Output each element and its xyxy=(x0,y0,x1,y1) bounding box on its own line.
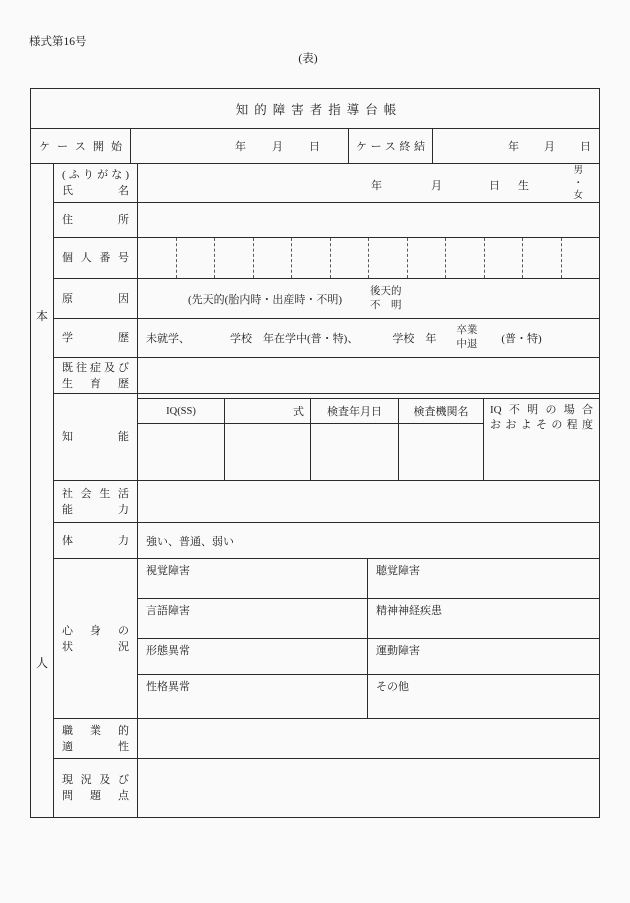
intelligence-label-cell xyxy=(54,394,138,480)
personal-number-digit-cell xyxy=(330,238,369,278)
condition-grid xyxy=(138,559,599,718)
test-date-input-cell xyxy=(311,424,399,480)
personal-number-digit-cell xyxy=(138,238,176,278)
gender-separator: ・ xyxy=(573,178,583,189)
row-physical-strength xyxy=(54,523,599,559)
social-life-label-line2: 能力 xyxy=(62,503,129,516)
visual-impairment-cell: 視覚障害 xyxy=(138,559,368,598)
personal-number-label-cell xyxy=(54,238,138,278)
personal-number-digit-cell xyxy=(368,238,407,278)
social-life-input-area xyxy=(138,481,599,522)
iq-unknown-line2: おおよその程度 xyxy=(490,419,593,431)
case-end-label: ケース終結 xyxy=(356,141,425,153)
personal-number-digit-cell xyxy=(176,238,215,278)
physical-strength-options: 強い、普通、弱い xyxy=(146,535,234,548)
education-enrolled-text: 学校 年在学中(普・特)、 xyxy=(230,333,359,345)
education-label: 学歴 xyxy=(62,332,129,344)
education-label-cell xyxy=(54,319,138,357)
row-address xyxy=(54,203,599,238)
vocational-aptitude-label-cell xyxy=(54,719,138,758)
row-mental-physical-condition xyxy=(54,559,599,719)
physical-strength-label-cell xyxy=(54,523,138,558)
medical-history-label-line1: 既往症及び xyxy=(62,361,129,374)
education-school-year-text: 学校 年 xyxy=(392,333,437,345)
person-label-bottom: 人 xyxy=(35,656,48,670)
face-side-label: (表) xyxy=(298,53,318,65)
cause-acquired-stack xyxy=(370,285,402,313)
personal-number-digit-cell xyxy=(484,238,523,278)
physical-strength-input-area xyxy=(138,523,599,558)
test-type-input-cell xyxy=(225,424,311,480)
personal-number-digit-cell xyxy=(214,238,253,278)
address-label: 住所 xyxy=(62,214,129,226)
cause-unknown-label: 不 明 xyxy=(370,299,402,311)
table-body xyxy=(31,164,599,817)
case-start-label: ケース開始 xyxy=(39,141,122,153)
person-label-top: 本 xyxy=(35,309,48,323)
current-status-label-line2: 問題点 xyxy=(62,790,129,802)
birth-month-label: 月 xyxy=(431,180,442,192)
condition-row-3 xyxy=(138,639,599,675)
personal-number-digit-cell xyxy=(561,238,600,278)
social-life-label-line1: 社会生活 xyxy=(62,487,129,500)
personal-number-digit-cell xyxy=(407,238,446,278)
address-input-area xyxy=(138,203,599,237)
personal-number-input-area xyxy=(138,238,599,278)
iq-header: IQ(SS) xyxy=(138,399,225,424)
case-end-day-label: 日 xyxy=(580,141,591,153)
iq-subtable xyxy=(138,398,599,480)
physical-strength-label: 体力 xyxy=(62,534,129,547)
row-intelligence xyxy=(54,394,599,481)
medical-history-label-cell xyxy=(54,358,138,393)
vocational-aptitude-label-line1: 職業的 xyxy=(62,724,129,737)
test-type-header: 式 xyxy=(225,399,311,424)
medical-history-label-line2: 生育歴 xyxy=(62,377,129,390)
personality-abnormality-cell: 性格異常 xyxy=(138,675,368,718)
test-agency-input-cell xyxy=(399,424,484,480)
guidance-register-table xyxy=(30,88,600,818)
intelligence-label: 知能 xyxy=(62,431,129,443)
cause-input-area xyxy=(138,279,599,318)
intelligence-content xyxy=(138,394,599,480)
cause-congenital-text: (先天的(胎内時・出産時・不明) xyxy=(188,293,342,306)
condition-label-cell xyxy=(54,559,138,718)
current-status-input-area xyxy=(138,759,599,817)
row-name xyxy=(54,164,599,203)
condition-label-line2: 状況 xyxy=(62,640,129,653)
current-status-label-cell xyxy=(54,759,138,817)
case-start-day-label: 日 xyxy=(309,141,320,153)
iq-unknown-header xyxy=(484,399,599,480)
condition-label-line1: 心身の xyxy=(62,624,129,637)
iq-unknown-line1: IQ不明の場合 xyxy=(490,404,593,416)
test-agency-header: 検査機関名 xyxy=(399,399,484,424)
iq-input-cell xyxy=(138,424,225,480)
vocational-aptitude-label-line2: 適性 xyxy=(62,740,129,753)
medical-history-input-area xyxy=(138,358,599,393)
education-dropout-label: 中退 xyxy=(456,339,478,350)
name-label-cell xyxy=(54,164,138,202)
row-medical-history xyxy=(54,358,599,394)
cause-label-cell xyxy=(54,279,138,318)
row-current-status xyxy=(54,759,599,817)
furigana-label: (ふりがな) xyxy=(62,169,129,181)
personal-number-digit-cell xyxy=(253,238,292,278)
education-preschool-text: 未就学、 xyxy=(146,333,190,345)
hearing-impairment-cell: 聴覚障害 xyxy=(376,565,420,577)
case-start-label-cell xyxy=(31,129,131,163)
education-type-text: (普・特) xyxy=(501,333,542,345)
row-vocational-aptitude xyxy=(54,719,599,759)
case-end-label-cell xyxy=(349,129,433,163)
psychoneurotic-disease-cell: 精神神経疾患 xyxy=(376,605,442,617)
motor-impairment-cell: 運動障害 xyxy=(376,645,420,657)
case-start-year-label: 年 xyxy=(235,141,246,153)
test-date-header: 検査年月日 xyxy=(311,399,399,424)
case-start-date-cell xyxy=(131,129,349,163)
case-end-month-label: 月 xyxy=(544,141,555,153)
condition-row-1 xyxy=(138,559,599,599)
row-education xyxy=(54,319,599,358)
case-end-year-label: 年 xyxy=(508,141,519,153)
case-start-month-label: 月 xyxy=(272,141,283,153)
personal-number-digit-boxes xyxy=(138,238,599,278)
row-personal-number xyxy=(54,238,599,279)
cause-acquired-label: 後天的 xyxy=(370,285,402,297)
row-social-life xyxy=(54,481,599,523)
condition-row-2 xyxy=(138,599,599,639)
birth-born-label: 生 xyxy=(518,180,529,192)
current-status-label-line1: 現況及び xyxy=(62,774,129,786)
morphological-abnormality-cell: 形態異常 xyxy=(138,639,368,674)
table-title: 知的障害者指導台帳 xyxy=(31,89,599,129)
condition-row-4 xyxy=(138,675,599,718)
form-number: 様式第16号 xyxy=(29,36,87,48)
address-label-cell xyxy=(54,203,138,237)
name-label: 氏名 xyxy=(62,185,129,197)
education-graduation-stack xyxy=(456,324,477,352)
personal-number-digit-cell xyxy=(445,238,484,278)
education-input-area xyxy=(138,319,599,357)
person-side-column xyxy=(31,164,54,817)
gender-male-label: 男 xyxy=(573,166,583,176)
birth-year-label: 年 xyxy=(371,180,382,192)
social-life-label-cell xyxy=(54,481,138,522)
cause-label: 原因 xyxy=(62,292,129,305)
case-dates-row xyxy=(31,129,599,164)
row-cause xyxy=(54,279,599,319)
birth-day-label: 日 xyxy=(489,180,500,192)
name-input-area xyxy=(138,164,599,202)
vocational-aptitude-input-area xyxy=(138,719,599,758)
personal-number-digit-cell xyxy=(522,238,561,278)
case-end-date-cell xyxy=(433,129,599,163)
gender-female-label: 女 xyxy=(573,191,583,201)
speech-impairment-cell: 言語障害 xyxy=(138,599,368,638)
other-condition-cell: その他 xyxy=(376,681,409,693)
personal-number-label: 個人番号 xyxy=(62,252,129,264)
education-graduate-label: 卒業 xyxy=(456,325,478,336)
personal-number-digit-cell xyxy=(291,238,330,278)
gender-options xyxy=(573,165,583,203)
